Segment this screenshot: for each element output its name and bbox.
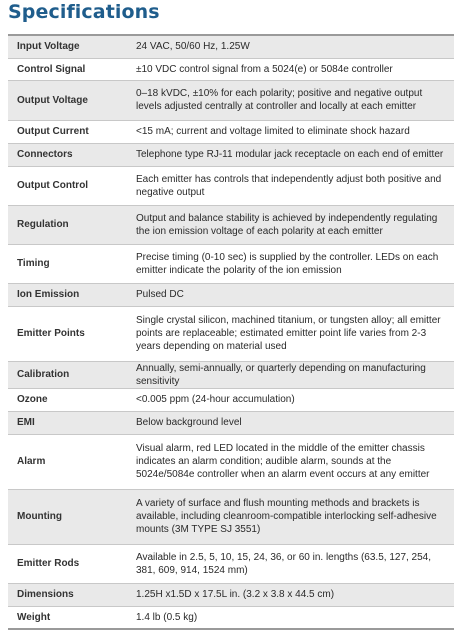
- spec-row: [8, 80, 454, 120]
- spec-value: A variety of surface and flush mounting methods and brackets is available, including cleanroom-compatible interlocking self-adhesive mounts (3M TYPE SJ 3551): [129, 489, 454, 544]
- spec-value: Available in 2.5, 5, 10, 15, 24, 36, or 60 in. lengths (63.5, 127, 254, 381, 609, 914, 1524 mm): [129, 544, 454, 583]
- spec-label: Output Control: [8, 166, 129, 205]
- spec-row: [8, 205, 454, 244]
- spec-value: ±10 VDC control signal from a 5024(e) or 5084e controller: [129, 58, 454, 80]
- spec-row: [8, 606, 454, 629]
- spec-value: <15 mA; current and voltage limited to eliminate shock hazard: [129, 120, 454, 143]
- spec-row: [8, 166, 454, 205]
- spec-label: Ozone: [8, 388, 129, 411]
- spec-label: Ion Emission: [8, 283, 129, 306]
- spec-row: [8, 361, 454, 388]
- spec-value: 1.25H x1.5D x 17.5L in. (3.2 x 3.8 x 44.5 cm): [129, 583, 454, 606]
- spec-label: Mounting: [8, 489, 129, 544]
- spec-label: Output Voltage: [8, 80, 129, 120]
- specifications-table: [8, 34, 454, 630]
- spec-value: Precise timing (0-10 sec) is supplied by the controller. LEDs on each emitter indicate the polarity of the ion emission: [129, 244, 454, 283]
- spec-row: [8, 489, 454, 544]
- spec-label: Connectors: [8, 143, 129, 166]
- spec-row: [8, 583, 454, 606]
- spec-label: Alarm: [8, 434, 129, 489]
- spec-value: Single crystal silicon, machined titanium, or tungsten alloy; all emitter points are replaceable; estimated emitter point life varies from 2-3 years depending on material used: [129, 306, 454, 361]
- spec-row: [8, 283, 454, 306]
- spec-value: Pulsed DC: [129, 283, 454, 306]
- spec-label: Weight: [8, 606, 129, 629]
- spec-value: Output and balance stability is achieved by independently regulating the ion emission voltage of each polarity at each emitter: [129, 205, 454, 244]
- spec-value: Telephone type RJ-11 modular jack receptacle on each end of emitter: [129, 143, 454, 166]
- spec-row: [8, 244, 454, 283]
- spec-label: Emitter Rods: [8, 544, 129, 583]
- spec-label: Regulation: [8, 205, 129, 244]
- page-title: Specifications: [8, 1, 160, 23]
- spec-row: [8, 411, 454, 434]
- spec-row: [8, 143, 454, 166]
- spec-row: [8, 306, 454, 361]
- spec-row: [8, 388, 454, 411]
- spec-label: Timing: [8, 244, 129, 283]
- spec-row: [8, 544, 454, 583]
- spec-row: [8, 120, 454, 143]
- spec-row: [8, 434, 454, 489]
- spec-row: [8, 58, 454, 80]
- spec-value: 0–18 kVDC, ±10% for each polarity; positive and negative output levels adjusted centrally at controller and locally at each emitter: [129, 80, 454, 120]
- spec-value: Below background level: [129, 411, 454, 434]
- spec-label: Input Voltage: [8, 35, 129, 58]
- specifications-table-body: [8, 35, 454, 629]
- spec-value: 1.4 lb (0.5 kg): [129, 606, 454, 629]
- spec-label: Calibration: [8, 361, 129, 388]
- spec-value: Annually, semi-annually, or quarterly depending on manufacturing sensitivity: [129, 361, 454, 388]
- spec-row: [8, 35, 454, 58]
- spec-value: <0.005 ppm (24-hour accumulation): [129, 388, 454, 411]
- spec-value: Visual alarm, red LED located in the middle of the emitter chassis indicates an alarm condition; audible alarm, sounds at the 5024e/5084e controller when an alarm event occurs at any emitter: [129, 434, 454, 489]
- spec-label: EMI: [8, 411, 129, 434]
- spec-label: Control Signal: [8, 58, 129, 80]
- spec-label: Dimensions: [8, 583, 129, 606]
- spec-value: Each emitter has controls that independently adjust both positive and negative output: [129, 166, 454, 205]
- spec-value: 24 VAC, 50/60 Hz, 1.25W: [129, 35, 454, 58]
- spec-label: Emitter Points: [8, 306, 129, 361]
- spec-label: Output Current: [8, 120, 129, 143]
